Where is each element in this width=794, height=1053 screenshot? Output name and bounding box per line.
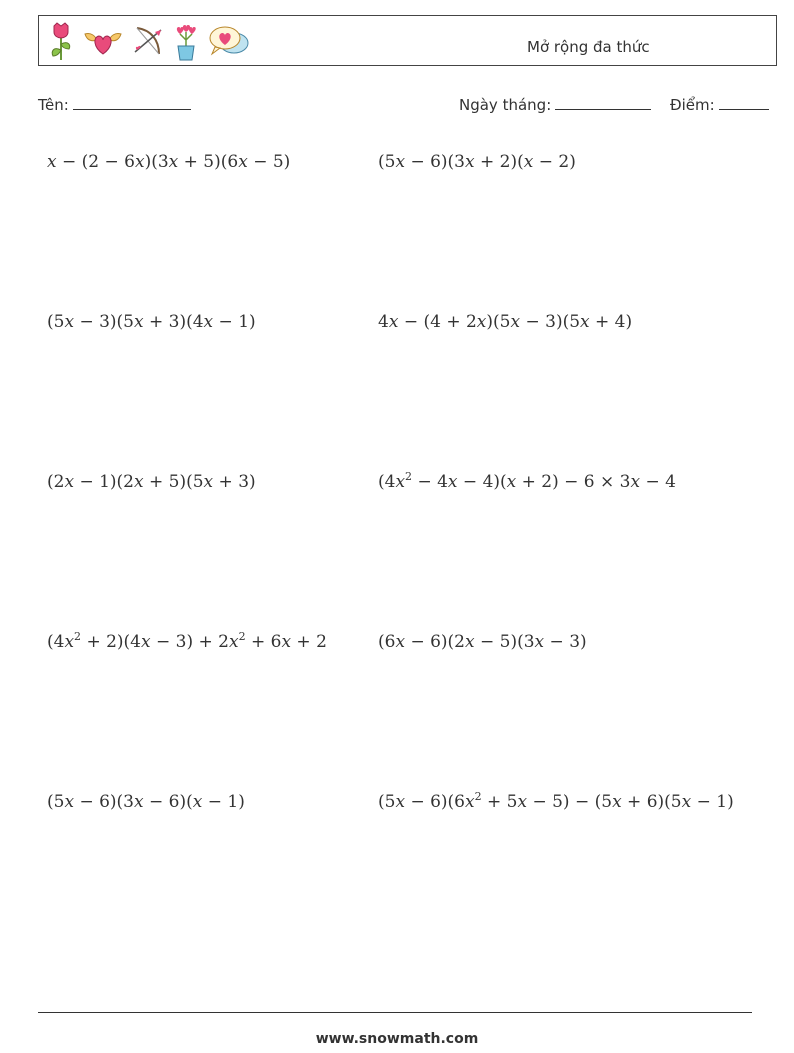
problem-7: $(4x^2 + 2)(4x - 3) + 2x^2 + 6x + 2$ bbox=[47, 630, 327, 652]
score-blank bbox=[719, 95, 769, 110]
problem-2: (5x − 6)(3x + 2)(x − 2) bbox=[378, 152, 576, 172]
winged-heart-icon bbox=[81, 20, 125, 62]
date-label: Ngày tháng: bbox=[459, 96, 552, 114]
name-label: Tên: bbox=[38, 96, 69, 114]
footer-divider bbox=[38, 1012, 752, 1013]
worksheet-title: Mở rộng đa thức bbox=[527, 38, 650, 56]
problem-10: $(5x - 6)(6x^2 + 5x - 5) - (5x + 6)(5x - 1)$ bbox=[378, 790, 734, 812]
date-blank bbox=[555, 95, 651, 110]
heart-flower-pot-icon bbox=[171, 20, 201, 62]
problem-8: (6x − 6)(2x − 5)(3x − 3) bbox=[378, 632, 587, 652]
problem-4: 4x − (4 + 2x)(5x − 3)(5x + 4) bbox=[378, 312, 633, 332]
cupid-bow-icon bbox=[131, 20, 165, 62]
problem-9: (5x − 6)(3x − 6)(x − 1) bbox=[47, 792, 245, 812]
score-field bbox=[670, 95, 769, 114]
problem-6: $(4x^2 - 4x - 4)(x + 2) - 6 \times 3x - 4$ bbox=[378, 470, 676, 492]
score-label: Điểm: bbox=[670, 96, 715, 114]
name-field bbox=[38, 95, 191, 114]
worksheet-header bbox=[38, 15, 777, 66]
date-field bbox=[459, 95, 651, 114]
problem-5: (2x − 1)(2x + 5)(5x + 3) bbox=[47, 472, 256, 492]
love-speech-bubble-icon bbox=[207, 20, 251, 62]
header-icons bbox=[47, 20, 251, 62]
problem-1: x − (2 − 6x)(3x + 5)(6x − 5) bbox=[47, 152, 291, 172]
footer-website: www.snowmath.com bbox=[315, 1031, 479, 1047]
name-blank bbox=[73, 95, 191, 110]
problem-3: (5x − 3)(5x + 3)(4x − 1) bbox=[47, 312, 256, 332]
rose-icon bbox=[47, 20, 75, 62]
